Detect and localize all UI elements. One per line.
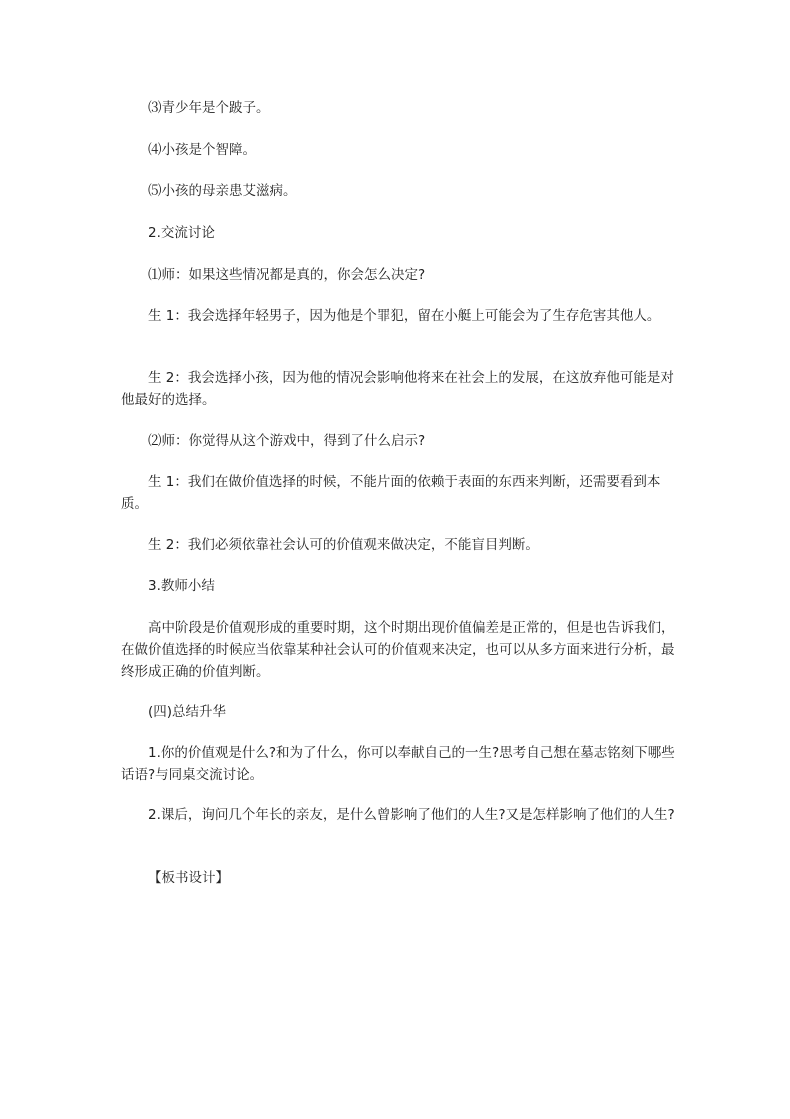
student-answer-1b: 生 2：我会选择小孩，因为他的情况会影响他将来在社会上的发展，在这放弃他可能是对他最好的选择。 — [121, 370, 674, 408]
section-heading-discussion: 2.交流讨论 — [148, 225, 215, 241]
paragraph-item-3: ⑶青少年是个跛子。 — [148, 100, 270, 116]
section-heading-teacher-summary: 3.教师小结 — [148, 578, 215, 594]
paragraph-item-5: ⑸小孩的母亲患艾滋病。 — [148, 183, 297, 199]
conclusion-item-2: 2.课后，询问几个年长的亲友，是什么曾影响了他们的人生?又是怎样影响了他们的人生? — [148, 807, 675, 823]
student-answer-2b: 生 2：我们必须依靠社会认可的价值观来做决定，不能盲目判断。 — [148, 537, 539, 553]
paragraph-item-4: ⑷小孩是个智障。 — [148, 142, 256, 158]
teacher-question-1: ⑴师：如果这些情况都是真的，你会怎么决定? — [148, 267, 426, 283]
conclusion-item-1: 1.你的价值观是什么?和为了什么，你可以奉献自己的一生?思考自己想在墓志铭刻下哪些话语?与同桌交流讨论。 — [121, 745, 675, 783]
teacher-question-2: ⑵师：你觉得从这个游戏中，得到了什么启示? — [148, 433, 426, 449]
board-design-heading: 【板书设计】 — [148, 870, 229, 886]
student-answer-2a: 生 1：我们在做价值选择的时候，不能片面的依赖于表面的东西来判断，还需要看到本质。 — [121, 474, 661, 512]
section-heading-conclusion: (四)总结升华 — [148, 704, 227, 720]
teacher-summary-text: 高中阶段是价值观形成的重要时期，这个时期出现价值偏差是正常的，但是也告诉我们，在做价值选择的时候应当依靠某种社会认可的价值观来决定，也可以从多方面来进行分析，最终形成正确的价值判断。 — [121, 620, 675, 680]
student-answer-1a: 生 1：我会选择年轻男子，因为他是个罪犯，留在小艇上可能会为了生存危害其他人。 — [148, 308, 661, 324]
